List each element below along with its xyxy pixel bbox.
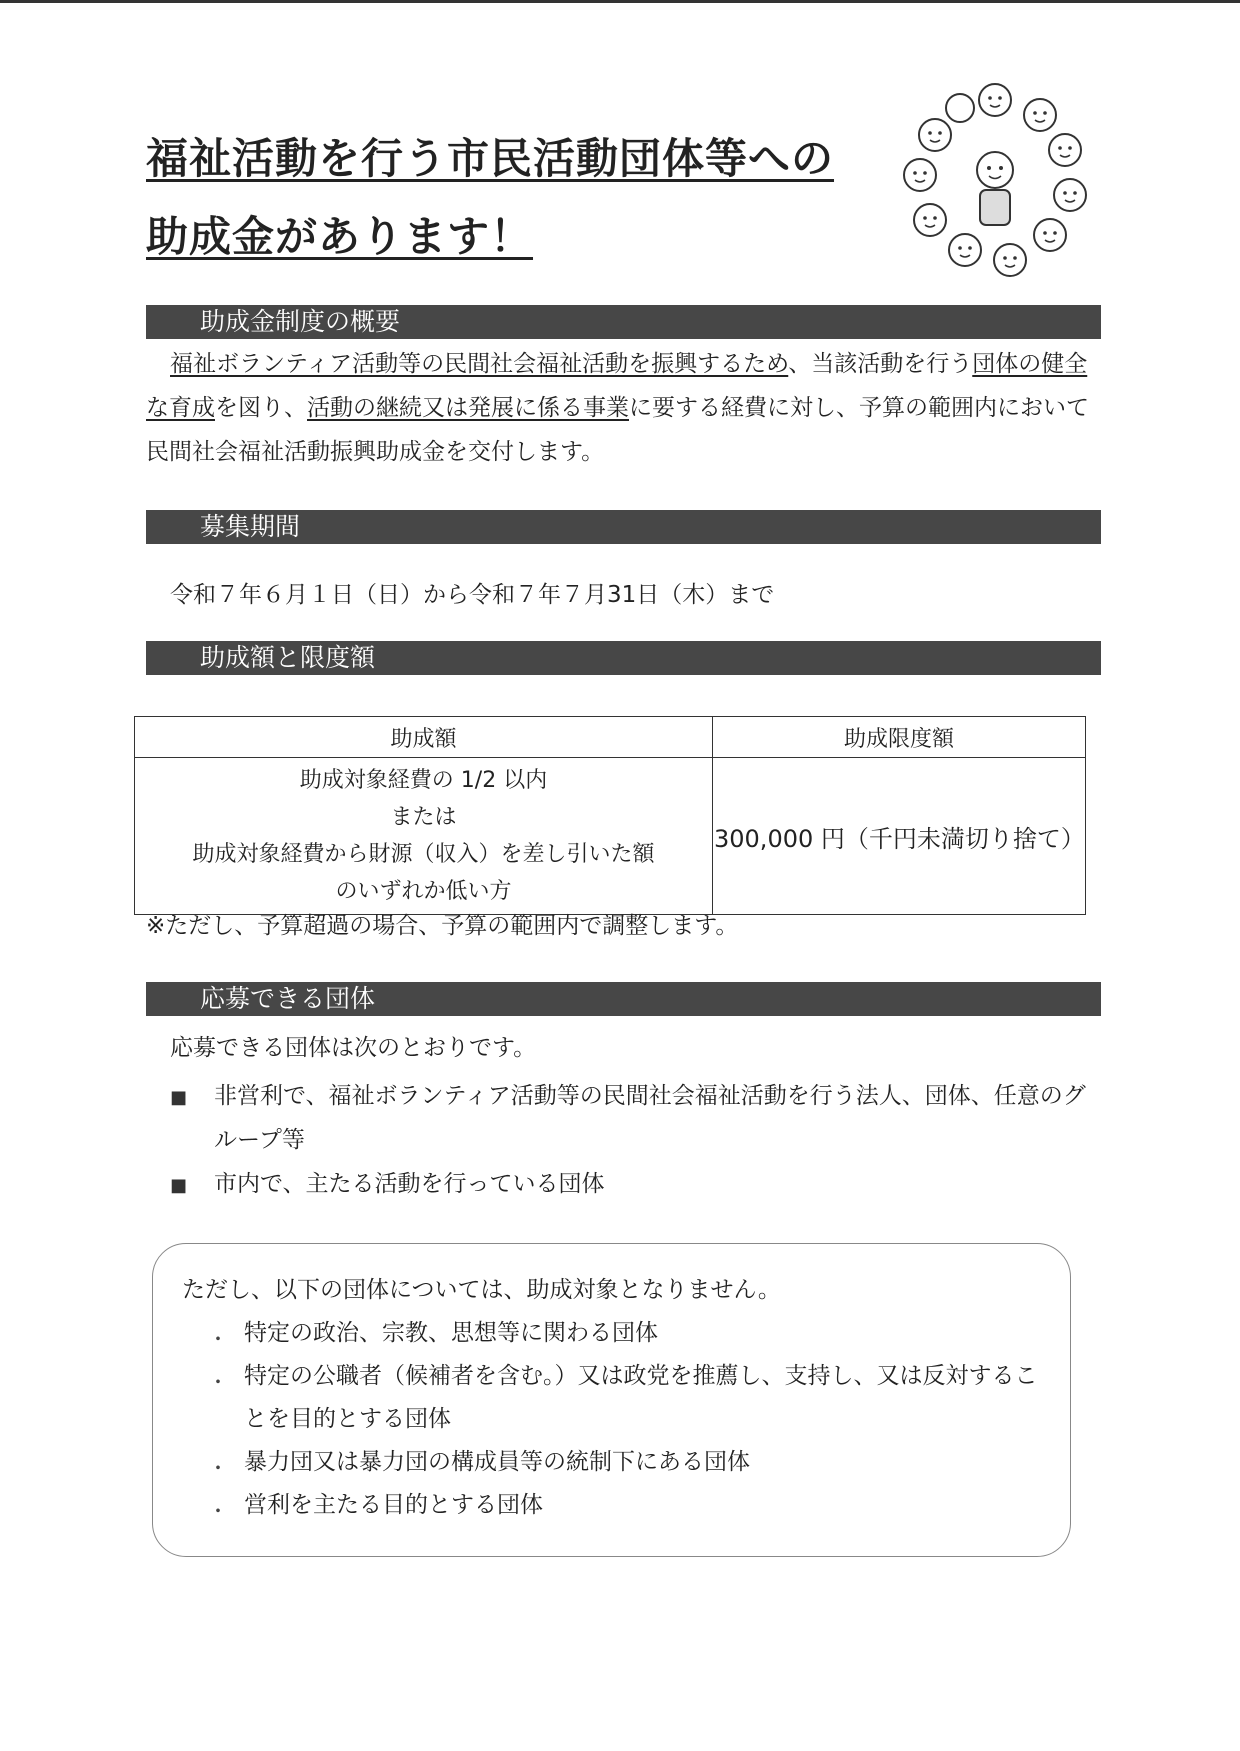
table-row xyxy=(135,758,1086,915)
eligible-item-1-line-1: 非営利で、福祉ボランティア活動等の民間社会福祉活動を行う法人、団体、任意のグ xyxy=(214,1083,1086,1109)
overview-text-segment: を図り、 xyxy=(215,395,307,421)
table-header-grant-limit: 助成限度額 xyxy=(713,717,1086,758)
exclusion-intro: ただし、以下の団体については、助成対象となりません。 xyxy=(182,1277,781,1303)
table-header-grant-amount: 助成額 xyxy=(135,717,713,758)
overview-underlined-phrase: 団体の健全 xyxy=(972,351,1088,377)
grant-amount-line: 助成対象経費の 1/2 以内 xyxy=(299,768,548,793)
overview-text-line-1 xyxy=(170,342,1087,386)
grant-amount-line: 助成対象経費から財源（収入）を差し引いた額 xyxy=(192,842,655,867)
exclusion-item-4: 営利を主たる目的とする団体 xyxy=(244,1492,543,1518)
table-header-row xyxy=(135,717,1086,758)
grant-amount-line: または xyxy=(390,805,457,830)
period-text: 令和７年６月１日（日）から令和７年７月31日（木）まで xyxy=(170,582,775,608)
overview-text-segment: に要する経費に対し、予算の範囲内において xyxy=(629,395,1089,421)
page-title-line-1: 福祉活動を行う市民活動団体等への xyxy=(146,134,835,183)
square-bullet-icon: ■ xyxy=(170,1175,188,1196)
exclusion-item-2-line-2: とを目的とする団体 xyxy=(244,1406,451,1432)
table-cell-grant-amount xyxy=(135,758,713,915)
bullet-dot-icon: ・ xyxy=(208,1499,228,1523)
bullet-dot-icon: ・ xyxy=(208,1370,228,1394)
eligible-section-heading: 応募できる団体 xyxy=(146,982,1101,1016)
amount-section-heading: 助成額と限度額 xyxy=(146,641,1101,675)
period-section-heading: 募集期間 xyxy=(146,510,1101,544)
table-cell-grant-limit: 300,000 円（千円未満切り捨て） xyxy=(713,758,1086,915)
overview-underlined-phrase: な育成 xyxy=(146,395,215,421)
overview-text-line-2 xyxy=(146,386,1089,430)
exclusion-item-3: 暴力団又は暴力団の構成員等の統制下にある団体 xyxy=(244,1449,750,1475)
overview-section-heading: 助成金制度の概要 xyxy=(146,305,1101,339)
eligible-intro: 応募できる団体は次のとおりです。 xyxy=(170,1035,537,1061)
eligible-item-2: 市内で、主たる活動を行っている団体 xyxy=(214,1171,605,1197)
overview-text-segment: 、当該活動を行う xyxy=(788,351,973,377)
bullet-dot-icon: ・ xyxy=(208,1327,228,1351)
grant-amount-table xyxy=(134,716,1086,915)
bullet-dot-icon: ・ xyxy=(208,1456,228,1480)
exclusion-item-1: 特定の政治、宗教、思想等に関わる団体 xyxy=(244,1320,658,1346)
eligible-item-1-line-2: ループ等 xyxy=(214,1127,305,1153)
amount-note: ※ただし、予算超過の場合、予算の範囲内で調整します。 xyxy=(146,913,739,939)
overview-text-line-3: 民間社会福祉活動振興助成金を交付します。 xyxy=(146,439,605,465)
children-circle-illustration xyxy=(880,70,1110,285)
page-title-line-2: 助成金があります！ xyxy=(146,212,534,261)
square-bullet-icon: ■ xyxy=(170,1087,188,1108)
overview-underlined-phrase: 活動の継続又は発展に係る事業 xyxy=(307,395,629,421)
grant-amount-line: のいずれか低い方 xyxy=(335,879,512,904)
overview-underlined-phrase: 福祉ボランティア活動等の民間社会福祉活動を振興するため xyxy=(170,351,789,377)
exclusion-item-2-line-1: 特定の公職者（候補者を含む。）又は政党を推薦し、支持し、又は反対するこ xyxy=(244,1363,1038,1389)
page-top-border xyxy=(0,0,1240,3)
